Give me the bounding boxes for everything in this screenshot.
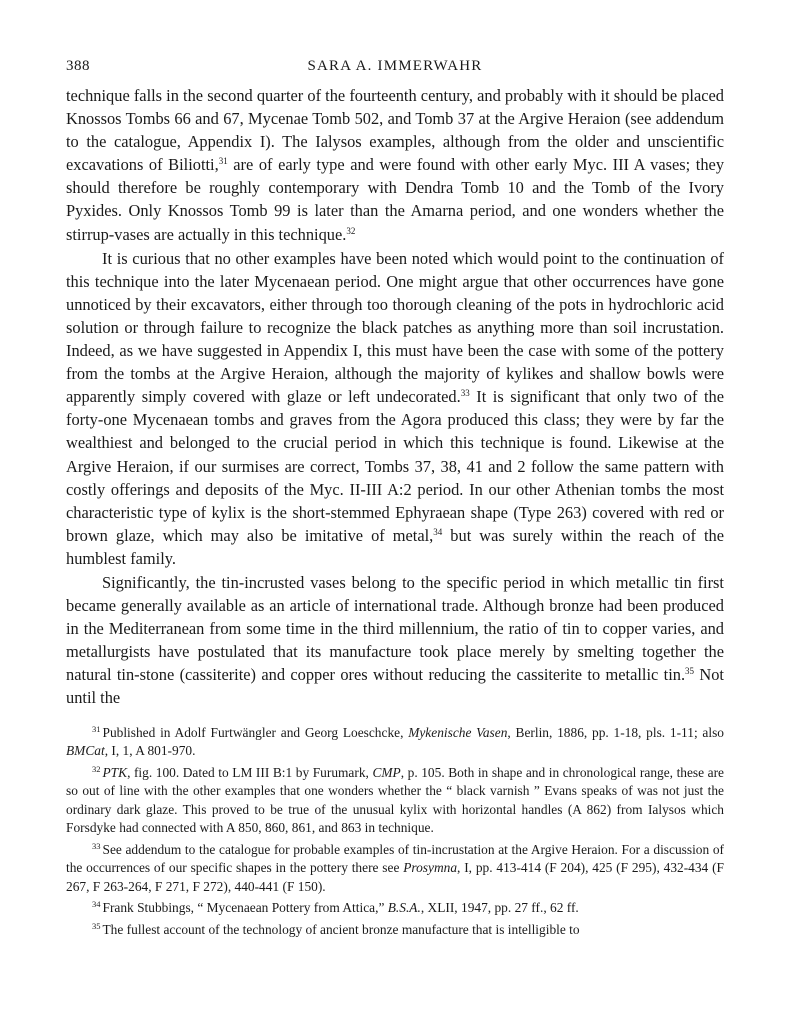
footnote	[66, 899, 724, 918]
running-head: SARA A. IMMERWAHR	[307, 58, 483, 74]
footnote-italic: B.S.A.	[387, 900, 421, 916]
body-text	[66, 84, 724, 710]
footnote-ref[interactable]: 34	[433, 526, 443, 537]
paragraph-text: but was surely within the reach of the humblest family.	[66, 525, 724, 568]
paragraph	[66, 247, 724, 570]
paragraph-text: Significantly, the tin-incrusted vases belong to the specific period in which metallic tin first became generally available as an article of international trade. Although bronze had been produced in the Mediterranean from some time in the third millennium, the ratio of tin to copper varies, and metallurgists have postulated that its manufacture took place merely by smelting together the natural tin-stone (cassiterite) and copper ores without reducing the cassiterite to metallic tin.	[66, 572, 724, 685]
paragraph-text: It is significant that only two of the forty-one Mycenaean tombs and graves from the Agora produced this class; they were by far the wealthiest and belonged to the crucial period in which this technique is found. Likewise at the Argive Heraion, if our surmises are correct, Tombs 37, 38, 41 and 2 follow the same pattern with costly offerings and deposits of the Myc. II-III A:2 period. In our other Athenian tombs the most characteristic type of kylix is the short-stemmed Ephyraean shape (Type 263) covered with red or brown glaze, which may also be imitative of metal,	[66, 387, 724, 545]
footnote-text: , I, pp. 413-414 (F 204), 425 (F 295), 432-434 (F 267, F 263-264, F 271, F 272), 440-441 (F 150).	[66, 860, 724, 894]
page-header	[66, 58, 724, 84]
footnote-text: , p. 105. Both in shape and in chronological range, these are so out of line with the other examples that one wonders whether the “ black varnish ” Evans speaks of was not just the ordinary dark glaze. This proved to be true of the unusual kylix with horizontal handles (A 862) from Ialysos which Forsdyke had connected with A 850, 860, 861, and 863 in technique.	[66, 764, 724, 836]
footnote-text: Published in Adolf Furtwängler and Georg Loeschcke,	[102, 724, 409, 740]
paragraph-text: are of early type and were found with other early Myc. III A vases; they should therefore be roughly contemporary with Dendra Tomb 10 and the Tomb of the Ivory Pyxides. Only Knossos Tomb 99 is later than the Amarna period, and one wonders whether the stirrup-vases are actually in this technique.	[66, 155, 725, 244]
footnote-text: Frank Stubbings, “ Mycenaean Pottery from Attica,”	[102, 900, 388, 916]
footnotes	[66, 724, 724, 940]
footnote-text: The fullest account of the technology of ancient bronze manufacture that is intelligible to	[102, 921, 580, 937]
footnote-text: , Berlin, 1886, pp. 1-18, pls. 1-11; also	[507, 724, 725, 740]
footnote-ref[interactable]: 35	[685, 666, 695, 677]
footnote	[66, 764, 724, 838]
paragraph	[66, 84, 724, 246]
paragraph	[66, 571, 724, 710]
footnote-text: , XLII, 1947, pp. 27 ff., 62 ff.	[420, 900, 579, 916]
footnote-italic: Mykenische Vasen	[408, 724, 508, 740]
footnote	[66, 841, 724, 897]
paragraph-text: Not until the	[66, 665, 724, 708]
footnote-ref[interactable]: 32	[346, 225, 356, 236]
footnote	[66, 724, 724, 761]
footnote-italic: Prosymna	[403, 860, 458, 876]
footnote-number: 33	[92, 840, 101, 851]
footnote-ref[interactable]: 33	[460, 388, 470, 399]
footnote-text: See addendum to the catalogue for probable examples of tin-incrustation at the Argive Heraion. For a discussion of the occurrences of our specific shapes in the pottery there see	[66, 841, 724, 876]
footnote-italic: CMP	[372, 764, 401, 780]
footnote-number: 32	[92, 763, 101, 774]
footnote-number: 35	[92, 920, 101, 931]
paragraph-text: technique falls in the second quarter of the fourteenth century, and probably with it should be placed Knossos Tombs 66 and 67, Mycenae Tomb 502, and Tomb 37 at the Argive Heraion (see addendum to the catalogue, Appendix I). The Ialysos examples, although from the older and unscientific excavations of Biliotti,	[66, 86, 724, 175]
footnote-ref[interactable]: 31	[218, 156, 228, 167]
footnote-italic: BMCat	[66, 743, 105, 759]
footnote-number: 31	[92, 723, 101, 734]
page-number: 388	[66, 58, 90, 74]
paragraph-text: It is curious that no other examples have been noted which would point to the continuation of this technique into the later Mycenaean period. One might argue that other occurrences have gone unnoticed by their excavators, either through too thorough cleaning of the pots in hydrochloric acid solution or through failure to recognize the black patches as anything more than soil incrustation. Indeed, as we have suggested in Appendix I, this must have been the case with some of the pottery from the tombs at the Argive Heraion, although the majority of kylikes and shallow bowls were apparently simply covered with glaze or left undecorated.	[66, 248, 724, 407]
footnote	[66, 921, 724, 940]
footnote-number: 34	[92, 899, 101, 910]
footnote-italic: PTK	[102, 764, 128, 780]
document-page	[66, 58, 724, 942]
footnote-text: , I, 1, A 801-970.	[104, 743, 196, 759]
footnote-text: , fig. 100. Dated to LM III B:1 by Furumark,	[127, 764, 373, 780]
